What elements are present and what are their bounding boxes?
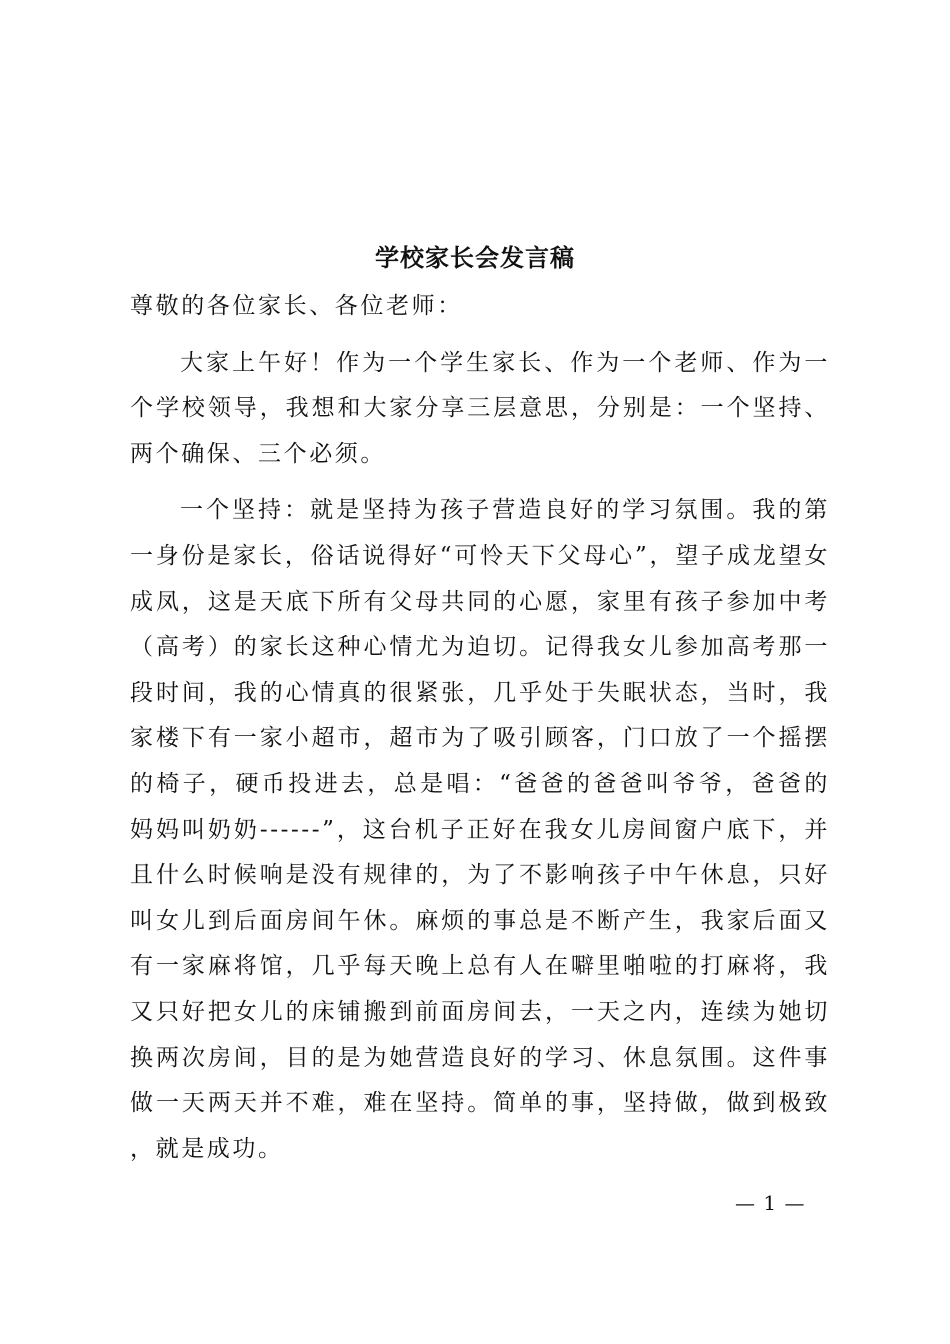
- salutation: 尊敬的各位家长、各位老师：: [130, 293, 463, 319]
- paragraph-greeting: 大家上午好！作为一个学生家长、作为一个老师、作为一个学校领导，我想和大家分享三层意思，分别是：一个坚持、两个确保、三个必须。: [130, 349, 830, 467]
- page-number: — 1 —: [735, 1191, 806, 1215]
- document-body: [130, 284, 830, 1183]
- document-title: 学校家长会发言稿: [375, 243, 575, 272]
- paragraph-one-persistence: 一个坚持：就是坚持为孩子营造良好的学习氛围。我的第一身份是家长，俗话说得好“可怜天下父母心”，望子成龙望女成凤，这是天底下所有父母共同的心愿，家里有孩子参加中考（高考）的家长这种心情尤为迫切。记得我女儿参加高考那一段时间，我的心情真的很紧张，几乎处于失眠状态，当时，我家楼下有一家小超市，超市为了吸引顾客，门口放了一个摇摆的椅子，硬币投进去，总是唱：“爸爸的爸爸叫爷爷，爸爸的妈妈叫奶奶------”，这台机子正好在我女儿房间窗户底下，并且什么时候响是没有规律的，为了不影响孩子中午休息，只好叫女儿到后面房间午休。麻烦的事总是不断产生，我家后面又有一家麻将馆，几乎每天晚上总有人在噼里啪啦的打麻将，我又只好把女儿的床铺搬到前面房间去，一天之内，连续为她切换两次房间，目的是为她营造良好的学习、休息氛围。这件事做一天两天并不难，难在坚持。简单的事，坚持做，做到极致，就是成功。: [130, 497, 830, 1162]
